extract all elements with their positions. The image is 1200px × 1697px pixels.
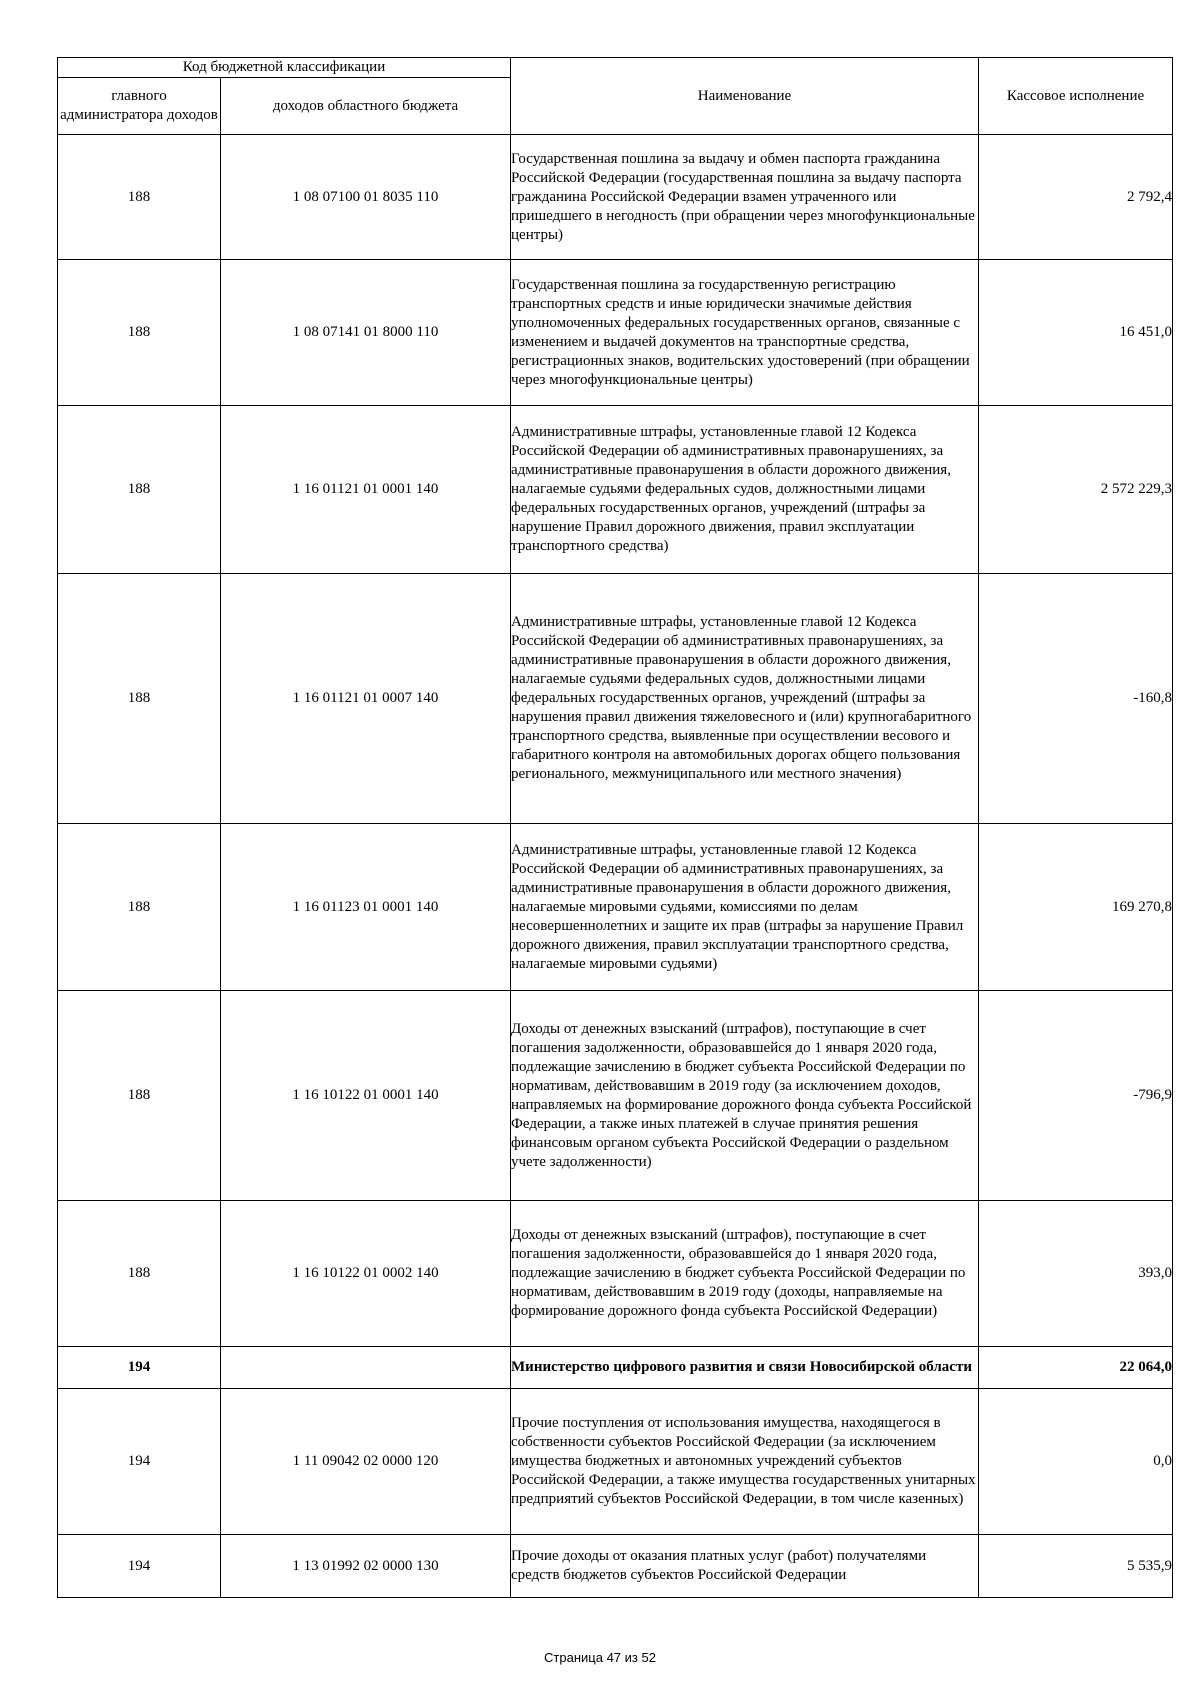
revenue-code-cell: 1 16 10122 01 0002 140	[221, 1201, 511, 1347]
table-row	[58, 135, 1173, 260]
table-row	[58, 260, 1173, 406]
page-number: Страница 47 из 52	[544, 1650, 656, 1665]
revenue-code-cell: 1 16 01123 01 0001 140	[221, 824, 511, 991]
admin-code-cell: 188	[58, 260, 221, 406]
name-cell: Доходы от денежных взысканий (штрафов), поступающие в счет погашения задолженности, образовавшейся до 1 января 2020 года, подлежащие зачислению в бюджет субъекта Российской Федерации по нормативам, действовавшим в 2019 году (за исключением доходов, направляемых на формирование дорожного фонда субъекта Российской Федерации, а также иных платежей в случае принятия решения финансовым органом субъекта Российской Федерации о раздельном учете задолженности)	[511, 991, 979, 1201]
admin-code-cell: 188	[58, 135, 221, 260]
revenue-code-cell: 1 16 01121 01 0001 140	[221, 406, 511, 574]
revenue-code-cell: 1 16 01121 01 0007 140	[221, 574, 511, 824]
name-cell: Административные штрафы, установленные главой 12 Кодекса Российской Федерации об административных правонарушениях, за административные правонарушения в области дорожного движения, налагаемые судьями федеральных судов, должностными лицами федеральных государственных органов, учреждений (штрафы за нарушение Правил дорожного движения, правил эксплуатации транспортного средства)	[511, 406, 979, 574]
revenue-code-cell	[221, 1347, 511, 1389]
table-row	[58, 1201, 1173, 1347]
value-cell: 169 270,8	[979, 824, 1173, 991]
admin-code-cell: 188	[58, 824, 221, 991]
revenue-code-cell: 1 08 07141 01 8000 110	[221, 260, 511, 406]
header-name: Наименование	[511, 58, 979, 135]
name-cell: Прочие доходы от оказания платных услуг (работ) получателями средств бюджетов субъектов Российской Федерации	[511, 1535, 979, 1598]
budget-table	[57, 57, 1173, 1598]
value-cell: 393,0	[979, 1201, 1173, 1347]
value-cell: 2 572 229,3	[979, 406, 1173, 574]
name-cell: Административные штрафы, установленные главой 12 Кодекса Российской Федерации об административных правонарушениях, за административные правонарушения в области дорожного движения, налагаемые судьями федеральных судов, должностными лицами федеральных государственных органов, учреждений (штрафы за нарушения правил движения тяжеловесного и (или) крупногабаритного транспортного средства, выявленные при осуществлении весового и габаритного контроля на автомобильных дорогах общего пользования регионального, межмуниципального или местного значения)	[511, 574, 979, 824]
value-cell: 5 535,9	[979, 1535, 1173, 1598]
table-row	[58, 1389, 1173, 1535]
table-row	[58, 1535, 1173, 1598]
admin-code-cell: 194	[58, 1347, 221, 1389]
admin-code-cell: 188	[58, 406, 221, 574]
value-cell: 22 064,0	[979, 1347, 1173, 1389]
value-cell: -796,9	[979, 991, 1173, 1201]
header-main-administrator: главного администратора доходов	[58, 78, 221, 135]
table-row	[58, 574, 1173, 824]
revenue-code-cell: 1 16 10122 01 0001 140	[221, 991, 511, 1201]
revenue-code-cell: 1 08 07100 01 8035 110	[221, 135, 511, 260]
value-cell: 2 792,4	[979, 135, 1173, 260]
value-cell: 0,0	[979, 1389, 1173, 1535]
value-cell: -160,8	[979, 574, 1173, 824]
admin-code-cell: 194	[58, 1535, 221, 1598]
name-cell: Министерство цифрового развития и связи Новосибирской области	[511, 1347, 979, 1389]
table-row	[58, 406, 1173, 574]
name-cell: Административные штрафы, установленные главой 12 Кодекса Российской Федерации об административных правонарушениях, за административные правонарушения в области дорожного движения, налагаемые мировыми судьями, комиссиями по делам несовершеннолетних и защите их прав (штрафы за нарушение Правил дорожного движения, правил эксплуатации транспортного средства, налагаемые мировыми судьями)	[511, 824, 979, 991]
name-cell: Доходы от денежных взысканий (штрафов), поступающие в счет погашения задолженности, образовавшейся до 1 января 2020 года, подлежащие зачислению в бюджет субъекта Российской Федерации по нормативам, действовавшим в 2019 году (доходы, направляемые на формирование дорожного фонда субъекта Российской Федерации)	[511, 1201, 979, 1347]
name-cell: Государственная пошлина за государственную регистрацию транспортных средств и иные юридически значимые действия уполномоченных федеральных государственных органов, связанные с изменением и выдачей документов на транспортные средства, регистрационных знаков, водительских удостоверений (при обращении через многофункциональные центры)	[511, 260, 979, 406]
revenue-code-cell: 1 13 01992 02 0000 130	[221, 1535, 511, 1598]
name-cell: Государственная пошлина за выдачу и обмен паспорта гражданина Российской Федерации (государственная пошлина за выдачу паспорта гражданина Российской Федерации взамен утраченного или пришедшего в негодность (при обращении через многофункциональные центры)	[511, 135, 979, 260]
table-row-section	[58, 1347, 1173, 1389]
value-cell: 16 451,0	[979, 260, 1173, 406]
table-row	[58, 824, 1173, 991]
header-budget-classification: Код бюджетной классификации	[58, 58, 511, 78]
admin-code-cell: 188	[58, 991, 221, 1201]
name-cell: Прочие поступления от использования имущества, находящегося в собственности субъектов Российской Федерации (за исключением имущества бюджетных и автономных учреждений субъектов Российской Федерации, а также имущества государственных унитарных предприятий субъектов Российской Федерации, в том числе казенных)	[511, 1389, 979, 1535]
admin-code-cell: 194	[58, 1389, 221, 1535]
revenue-code-cell: 1 11 09042 02 0000 120	[221, 1389, 511, 1535]
header-cash-execution: Кассовое исполнение	[979, 58, 1173, 135]
table-row	[58, 991, 1173, 1201]
header-revenue-code: доходов областного бюджета	[221, 78, 511, 135]
admin-code-cell: 188	[58, 574, 221, 824]
admin-code-cell: 188	[58, 1201, 221, 1347]
